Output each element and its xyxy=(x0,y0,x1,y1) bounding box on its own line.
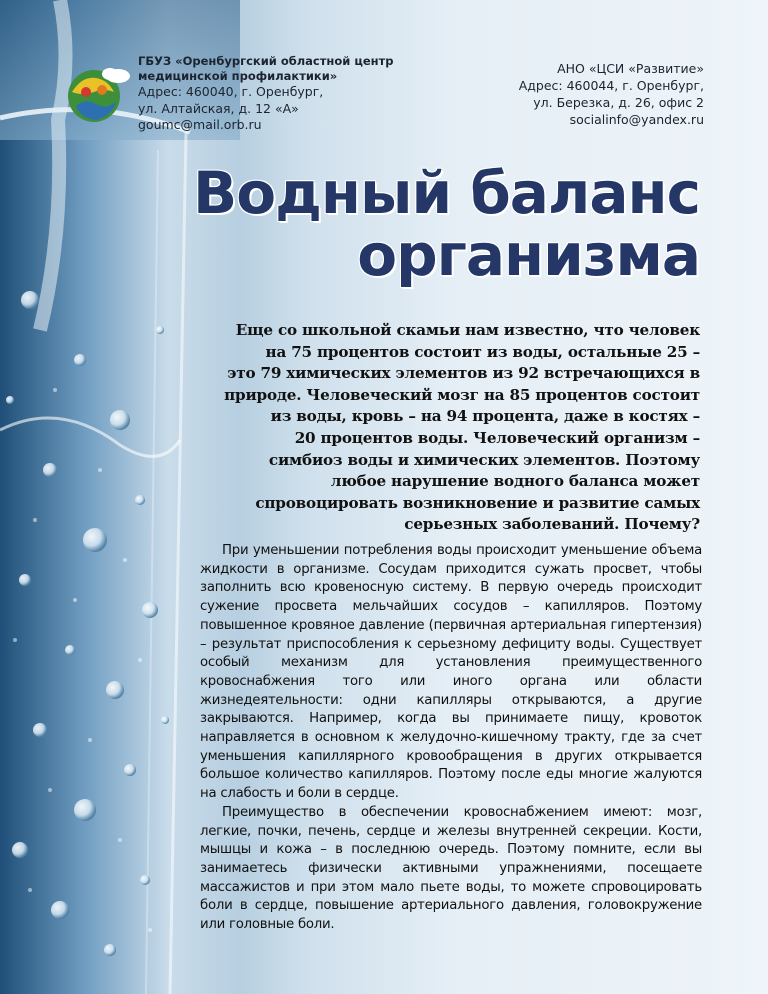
left-org-address-line2: ул. Алтайская, д. 12 «А» xyxy=(138,100,299,116)
title-line2: организма xyxy=(357,221,700,289)
lead-line: Еще со школьной скамьи нам известно, что человек xyxy=(235,321,700,339)
lead-line: любое нарушение водного баланса может xyxy=(330,472,700,491)
lead-line: симбиоз воды и химических элементов. Поэтому xyxy=(268,450,700,469)
right-organization-info xyxy=(444,60,704,128)
right-org-address-line1: Адрес: 460044, г. Оренбург, xyxy=(518,78,704,93)
right-org-name: АНО «ЦСИ «Развитие» xyxy=(557,61,704,76)
article-body xyxy=(200,542,702,935)
left-organization-info xyxy=(138,54,398,134)
organization-logo xyxy=(62,62,134,124)
body-paragraph-2: Преимущество в обеспечении кровоснабжением имеют: мозг, легкие, почки, печень, сердце и железы внутренней секреции. Кости, мышцы и кожа – в последнюю очередь. Поэтому помните, если вы занимаетесь физически активными упражнениями, посещаете массажистов и при этом мало пьете воды, то можете спровоцировать боли в сердце, повышение артериального давления, головокружение или головные боли. xyxy=(200,804,702,933)
lead-line: из воды, кровь – на 94 процента, даже в костях – xyxy=(270,407,700,426)
lead-line: 20 процентов воды. Человеческий организм – xyxy=(294,428,700,447)
left-org-name-line1: ГБУЗ «Оренбургский областной центр xyxy=(138,54,394,68)
title-line1: Водный баланс xyxy=(193,159,700,227)
left-org-email: goumc@mail.orb.ru xyxy=(138,117,262,132)
body-paragraph-1: При уменьшении потребления воды происходит уменьшение объема жидкости в организме. Сосудам приходится сужать просвет, чтобы заполнить всю кровеносную систему. В первую очередь происходит сужение просвета мельчайших сосудов – капилляров. Поэтому повышенное кровяное давление (первичная артериальная гипертензия) – результат приспособления к серьезному дефициту воды. Существует особый механизм для установления преимущественного кровоснабжения того или иного органа или области жизнедеятельности: одни капилляры открываются, а другие закрываются. Например, когда вы принимаете пищу, кровоток направляется в основном к желудочно-кишечному тракту, где за счет уменьшения капиллярного кровообращения в других открывается большое количество капилляров. Поэтому после еды многие жалуются на слабость и боли в сердце. xyxy=(200,543,702,802)
lead-line: природе. Человеческий мозг на 85 процентов состоит xyxy=(224,385,700,404)
left-org-name-line2: медицинской профилактики» xyxy=(138,69,338,83)
right-org-address-line2: ул. Березка, д. 26, офис 2 xyxy=(533,95,704,110)
lead-line: это 79 химических элементов из 92 встречающихся в xyxy=(227,364,700,383)
page-title xyxy=(180,159,700,289)
right-org-email: socialinfo@yandex.ru xyxy=(569,112,704,127)
lead-line: на 75 процентов состоит из воды, остальные 25 – xyxy=(265,342,700,361)
left-org-address-line1: Адрес: 460040, г. Оренбург, xyxy=(138,84,324,99)
lead-line: серьезных заболеваний. Почему? xyxy=(404,515,700,534)
lead-paragraph xyxy=(214,320,700,536)
lead-line: спровоцировать возникновение и развитие самых xyxy=(255,493,700,512)
